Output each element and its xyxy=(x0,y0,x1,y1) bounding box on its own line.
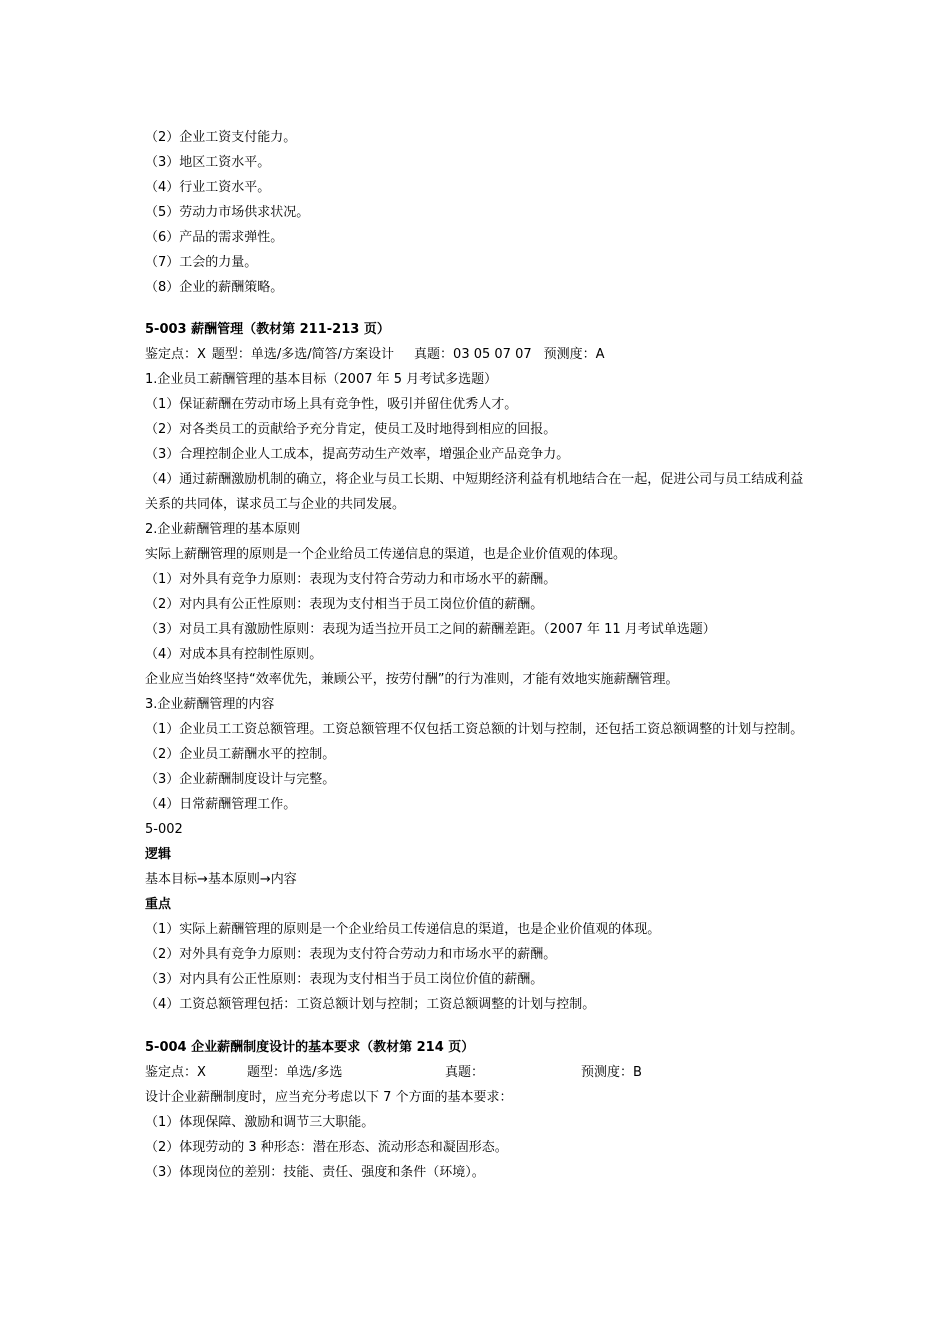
subheading: 2.企业薪酬管理的基本原则 xyxy=(145,522,301,537)
list-item: （3）体现岗位的差别：技能、责任、强度和条件（环境）。 xyxy=(145,1165,485,1180)
list-item: （3）对员工具有激励性原则：表现为适当拉开员工之间的薪酬差距。（2007 年 11 月考试单选题） xyxy=(145,622,716,637)
list-item: （5）劳动力市场供求状况。 xyxy=(145,205,310,220)
meta-exam: 真题：03 05 07 07 xyxy=(414,347,532,362)
meta-type: 题型：单选/多选/简答/方案设计 xyxy=(211,347,395,362)
meta-predict: 预测度：B xyxy=(581,1065,642,1080)
key-heading: 重点 xyxy=(145,897,172,912)
list-item: （4）通过薪酬激励机制的确立，将企业与员工长期、中短期经济利益有机地结合在一起，促进公司与员工结成利益关系的共同体，谋求员工与企业的共同发展。 xyxy=(145,472,804,512)
section-meta xyxy=(145,1060,810,1085)
list-item: （2）对内具有公正性原则：表现为支付相当于员工岗位价值的薪酬。 xyxy=(145,597,544,612)
list-item: （2）体现劳动的 3 种形态：潜在形态、流动形态和凝固形态。 xyxy=(145,1140,508,1155)
list-item: （4）工资总额管理包括：工资总额计划与控制；工资总额调整的计划与控制。 xyxy=(145,997,596,1012)
logic-text: 基本目标→基本原则→内容 xyxy=(145,872,297,887)
spacer xyxy=(145,300,810,317)
list-item: （4）日常薪酬管理工作。 xyxy=(145,797,297,812)
list-item: （8）企业的薪酬策略。 xyxy=(145,280,284,295)
paragraph: 实际上薪酬管理的原则是一个企业给员工传递信息的渠道，也是企业价值观的体现。 xyxy=(145,547,627,562)
document-page xyxy=(145,125,810,1185)
list-item: （1）体现保障、激励和调节三大职能。 xyxy=(145,1115,375,1130)
list-item: （1）企业员工工资总额管理。工资总额管理不仅包括工资总额的计划与控制，还包括工资总额调整的计划与控制。 xyxy=(145,722,804,737)
list-item: （1）实际上薪酬管理的原则是一个企业给员工传递信息的渠道，也是企业价值观的体现。 xyxy=(145,922,661,937)
list-item: （2）企业工资支付能力。 xyxy=(145,130,297,145)
list-item: （2）企业员工薪酬水平的控制。 xyxy=(145,747,336,762)
section-meta xyxy=(145,342,810,367)
logic-heading: 逻辑 xyxy=(145,847,172,862)
subheading: 3.企业薪酬管理的内容 xyxy=(145,697,275,712)
meta-exam: 真题： xyxy=(445,1065,485,1080)
list-item: （3）合理控制企业人工成本，提高劳动生产效率，增强企业产品竞争力。 xyxy=(145,447,570,462)
list-item: （6）产品的需求弹性。 xyxy=(145,230,284,245)
list-item: （3）地区工资水平。 xyxy=(145,155,271,170)
list-item: （1）保证薪酬在劳动市场上具有竞争性，吸引并留住优秀人才。 xyxy=(145,397,518,412)
paragraph: 企业应当始终坚持“效率优先，兼顾公平，按劳付酬”的行为准则，才能有效地实施薪酬管理。 xyxy=(145,672,679,687)
list-item: （2）对各类员工的贡献给予充分肯定，使员工及时地得到相应的回报。 xyxy=(145,422,557,437)
paragraph: 设计企业薪酬制度时，应当充分考虑以下 7 个方面的基本要求： xyxy=(145,1090,513,1105)
meta-predict: 预测度：A xyxy=(543,347,605,362)
list-item: （3）企业薪酬制度设计与完整。 xyxy=(145,772,336,787)
section-code: 5-002 xyxy=(145,822,183,837)
meta-point: 鉴定点：X xyxy=(145,1065,206,1080)
section-title: 5-004 企业薪酬制度设计的基本要求（教材第 214 页） xyxy=(145,1040,475,1055)
meta-type: 题型：单选/多选 xyxy=(247,1065,343,1080)
factor-list xyxy=(145,125,810,300)
meta-point: 鉴定点：X xyxy=(145,347,206,362)
spacer xyxy=(145,1017,810,1035)
subheading: 1.企业员工薪酬管理的基本目标（2007 年 5 月考试多选题） xyxy=(145,372,498,387)
list-item: （1）对外具有竞争力原则：表现为支付符合劳动力和市场水平的薪酬。 xyxy=(145,572,557,587)
section-title: 5-003 薪酬管理（教材第 211-213 页） xyxy=(145,322,390,337)
list-item: （2）对外具有竞争力原则：表现为支付符合劳动力和市场水平的薪酬。 xyxy=(145,947,557,962)
list-item: （4）行业工资水平。 xyxy=(145,180,271,195)
list-item: （4）对成本具有控制性原则。 xyxy=(145,647,323,662)
list-item: （3）对内具有公正性原则：表现为支付相当于员工岗位价值的薪酬。 xyxy=(145,972,544,987)
list-item: （7）工会的力量。 xyxy=(145,255,258,270)
